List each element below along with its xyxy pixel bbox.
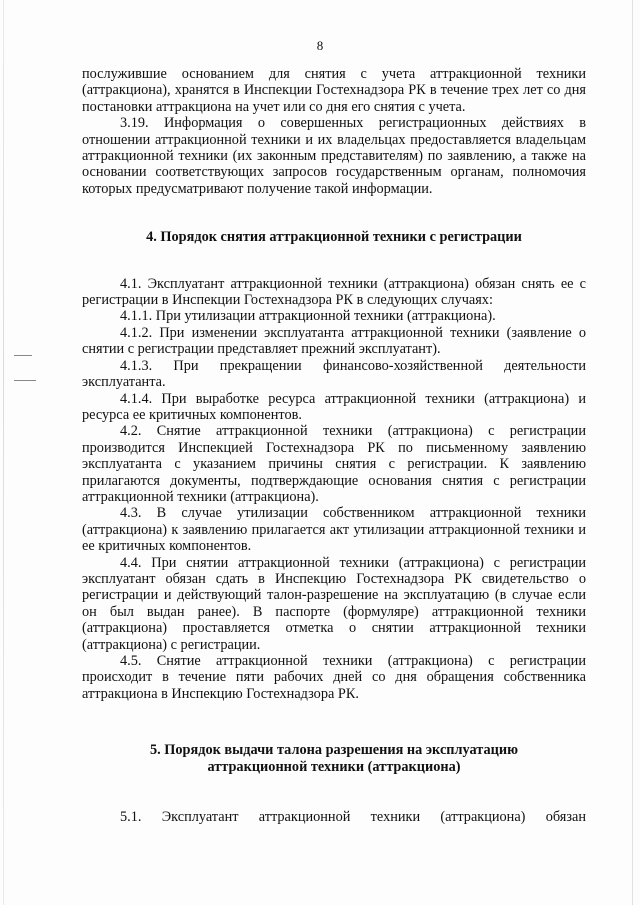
- paragraph-4-4: 4.4. При снятии аттракционной техники (аттракциона) с регистрации эксплуатант обязан сдать в Инспекцию Гостехнадзора РК свидетельство о регистрации и действующий талон-разрешение на эксплуатацию (в случае если он был выдан ранее). В паспорте (формуляре) аттракционной техники (аттракциона) проставляется отметка о снятии аттракционной техники (аттракциона) с регистрации.: [82, 554, 586, 653]
- section-4-heading: 4. Порядок снятия аттракционной техники с регистрации: [146, 229, 522, 246]
- scan-mark: [14, 355, 32, 356]
- section-5-heading-line-1: 5. Порядок выдачи талона разрешения на эксплуатацию: [149, 742, 519, 759]
- paragraph-4-1-4: 4.1.4. При выработке ресурса аттракционной техники (аттракциона) и ресурса ее критичных компонентов.: [82, 390, 586, 423]
- section-5-heading-line-2: аттракционной техники (аттракциона): [207, 758, 461, 775]
- paragraph-4-5: 4.5. Снятие аттракционной техники (аттракциона) с регистрации происходит в течение пяти рабочих дней со дня обращения собственника аттракциона в Инспекцию Гостехнадзора РК.: [82, 653, 586, 702]
- scan-edge-right: [632, 0, 633, 905]
- scan-mark: [14, 380, 36, 381]
- paragraph-4-2: 4.2. Снятие аттракционной техники (аттракциона) с регистрации производится Инспекцией Гостехнадзора РК по письменному заявлению эксплуатанта с указанием причины снятия с регистрации. К заявлению прилагаются документы, подтверждающие основания снятия с регистрации аттракционной техники (аттракциона).: [82, 423, 586, 505]
- paragraph-4-1-3: 4.1.3. При прекращении финансово-хозяйственной деятельности эксплуатанта.: [82, 357, 586, 391]
- scan-edge-left: [3, 0, 4, 905]
- paragraph-4-1-2: 4.1.2. При изменении эксплуатанта аттракционной техники (заявление о снятии с регистрации представляет прежний эксплуатант).: [82, 324, 586, 358]
- page-number: 8: [316, 38, 324, 53]
- paragraph-4-3: 4.3. В случае утилизации собственником аттракционной техники (аттракциона) к заявлению прилагается акт утилизации аттракционной техники и ее критичных компонентов.: [82, 505, 586, 555]
- paragraph-5-1: 5.1. Эксплуатант аттракционной техники (аттракциона) обязан: [120, 809, 586, 826]
- paragraph-4-1: 4.1. Эксплуатант аттракционной техники (аттракциона) обязан снять ее с регистрации в Инспекции Гостехнадзора РК в следующих случаях:: [82, 275, 586, 309]
- paragraph-3-19: 3.19. Информация о совершенных регистрационных действиях в отношении аттракционной техники и их владельцах предоставляется владельцам аттракционной техники (их законным представителям) по заявлению, а также на основании соответствующих запросов государственным органам, полномочия которых предусматривают получение такой информации.: [82, 115, 586, 197]
- document-body: [82, 66, 586, 825]
- paragraph-4-1-1: 4.1.1. При утилизации аттракционной техники (аттракциона).: [120, 308, 496, 325]
- paragraph-3-18-continuation: послужившие основанием для снятия с учета аттракционной техники (аттракциона), хранятся в Инспекции Гостехнадзора РК в течение трех лет со дня постановки аттракциона на учет или со дня его снятия с учета.: [82, 66, 586, 115]
